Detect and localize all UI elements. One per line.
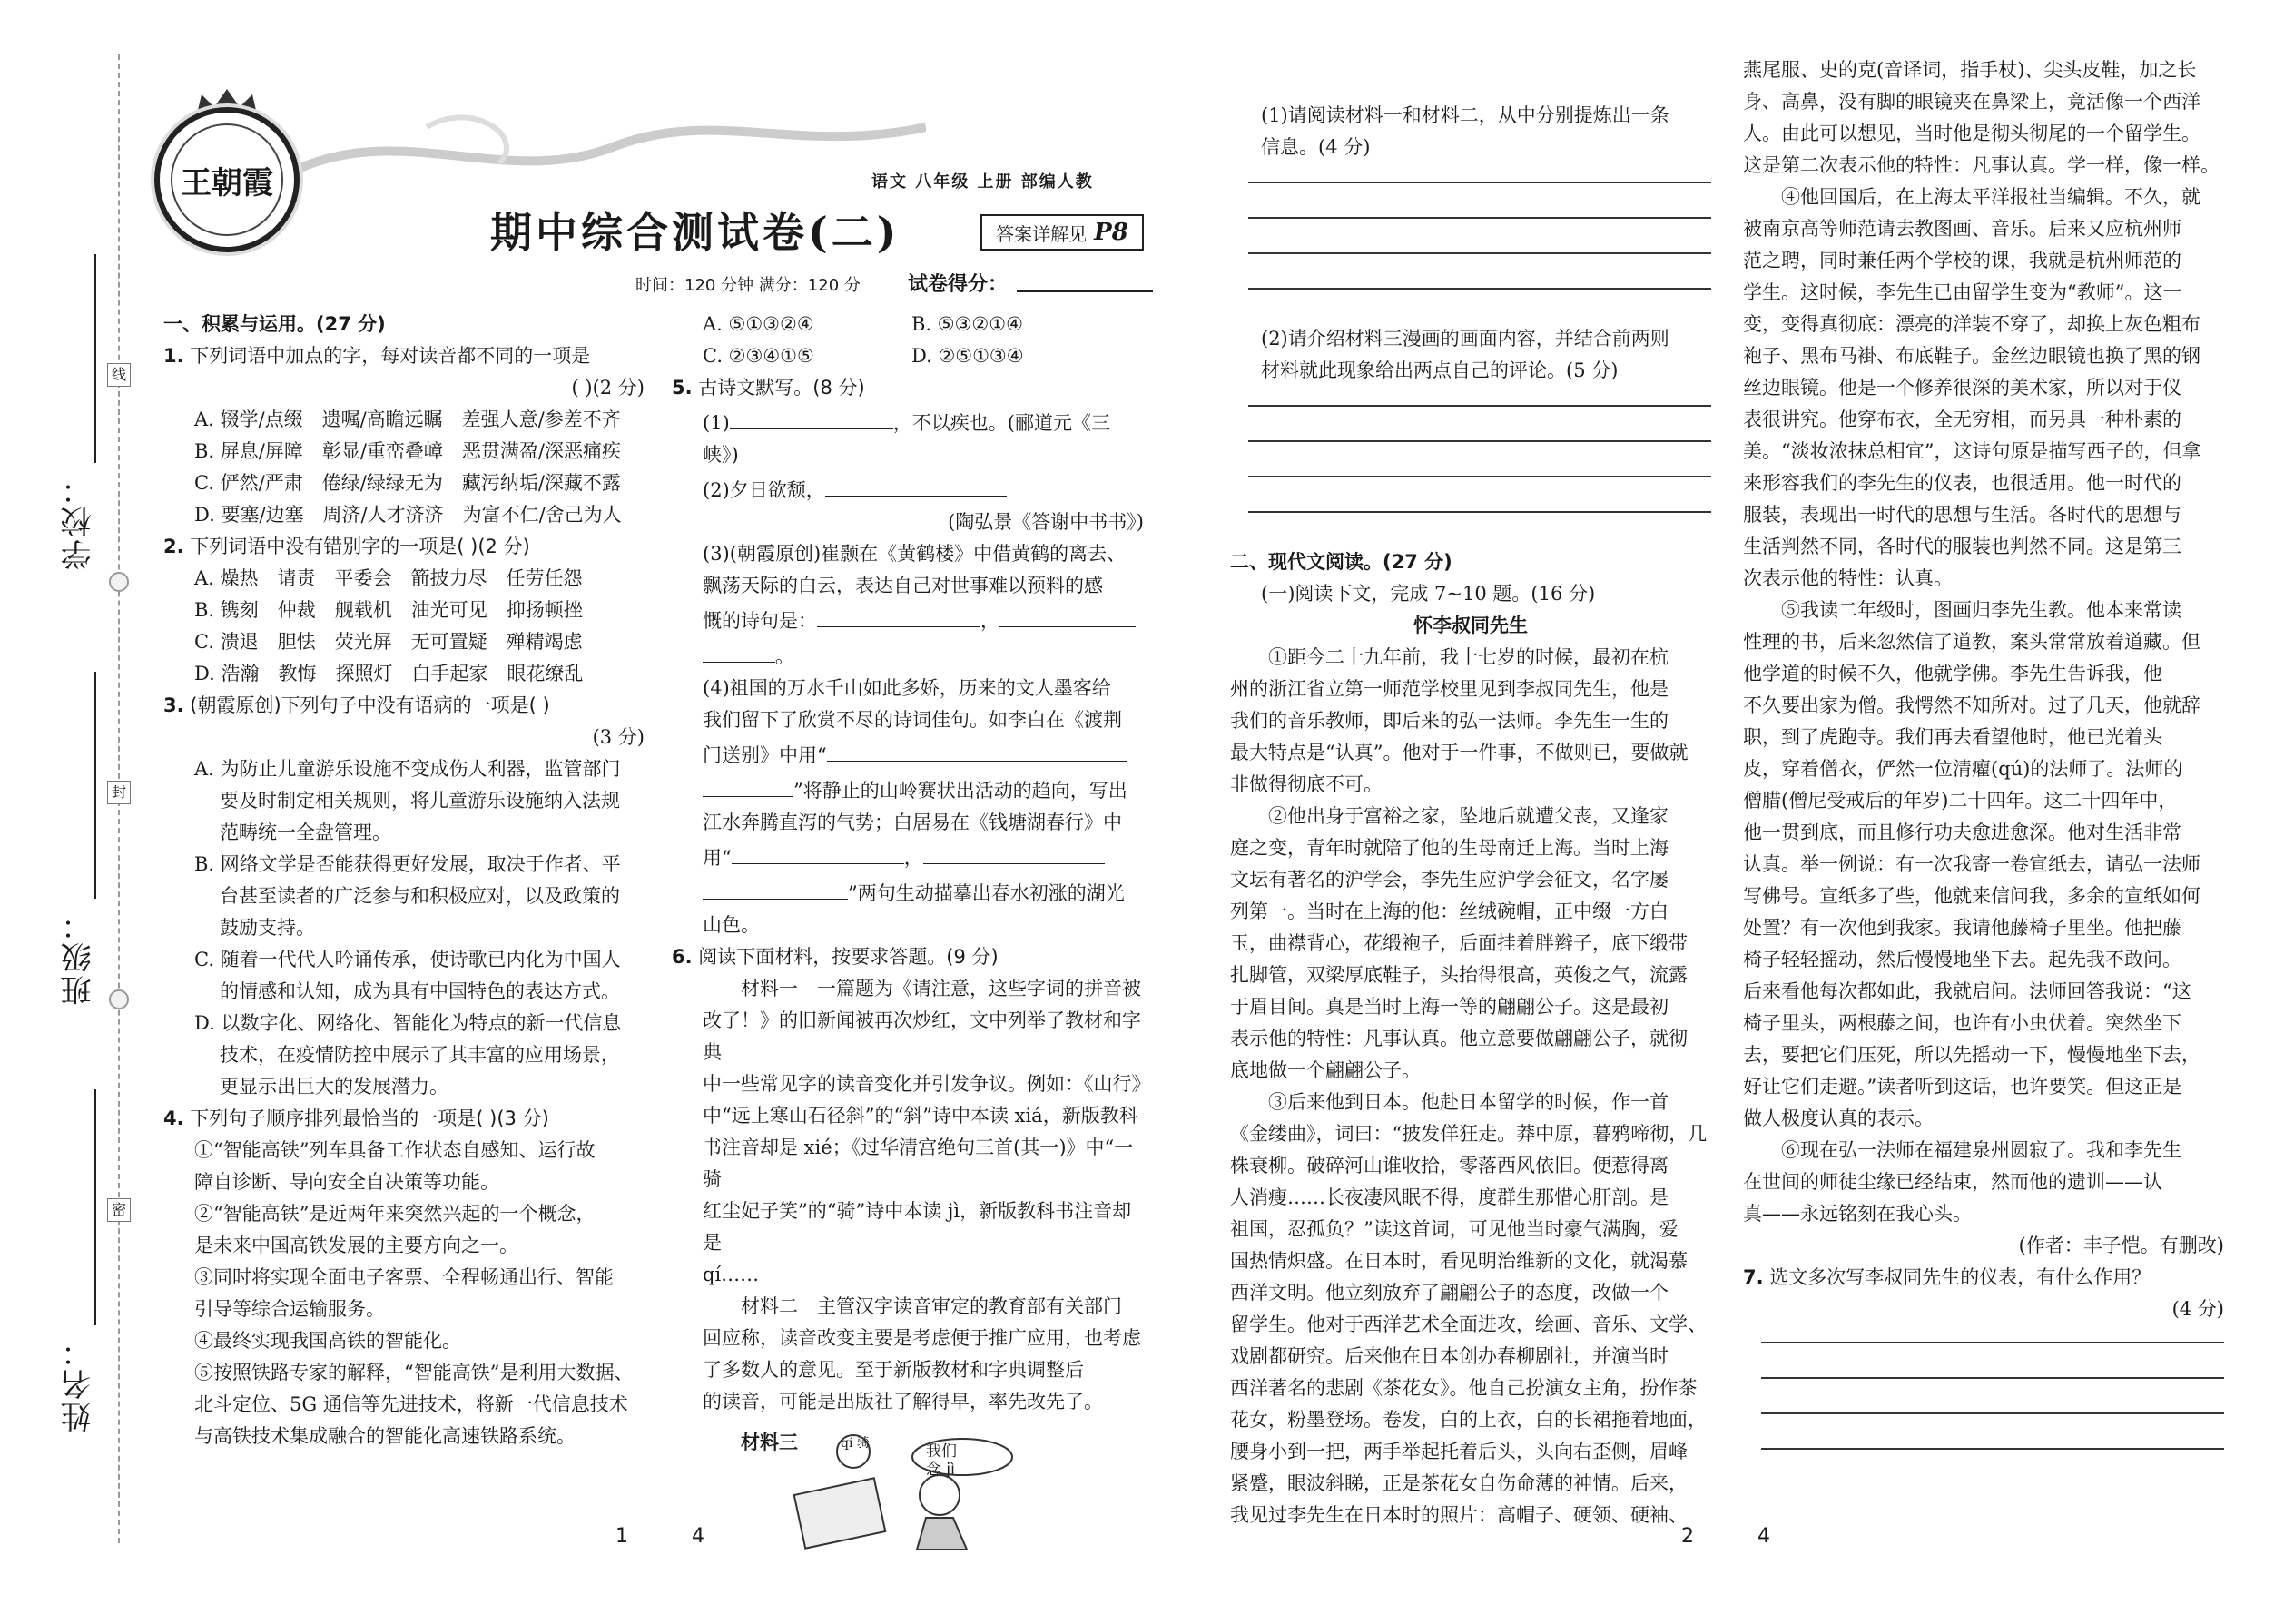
blank-prefix: (2)夕日欲颓， [703, 479, 825, 501]
class-label: 班级： [61, 908, 97, 1006]
article-line: 皮，穿着僧衣，俨然一位清癯(qú)的法师了。法师的 [1743, 758, 2183, 780]
sub-section: (一)阅读下文，完成 7~10 题。(16 分) [1261, 583, 1596, 605]
option[interactable]: C. ②③④①⑤ [703, 345, 814, 367]
section-heading: 二、现代文阅读。(27 分) [1230, 551, 1452, 573]
option[interactable]: C. 随着一代代人吟诵传承，使诗歌已内化为中国人 [194, 949, 621, 970]
article-line: ①距今二十九年前，我十七岁的时候，最初在杭 [1268, 646, 1669, 668]
question-text: 下列词语中没有错别字的一项是( )(2 分) [190, 536, 530, 557]
time-info: 时间：120 分钟 满分：120 分 [635, 276, 861, 295]
article-line: 好让它们走避。”读者听到这话，也许要笑。但这正是 [1743, 1076, 2182, 1097]
class-field [56, 908, 102, 1006]
question-text: 下列词语中加点的字，每对读音都不同的一项是 [190, 345, 591, 367]
page-number: 4 [1757, 1525, 1770, 1548]
prompt-line: 江水奔腾直泻的气势；白居易在《钱塘湖春行》中 [703, 812, 1122, 833]
question-number: 1. [163, 345, 184, 367]
ribbon-decoration [290, 100, 926, 200]
article-line: 写佛号。宣纸多了些，他就来信问我，多余的宣纸如何 [1743, 885, 2200, 907]
answer-blank[interactable] [825, 471, 1007, 497]
option[interactable]: B. 屏息/屏障 彰显/重峦叠嶂 恶贯满盈/深恶痛疾 [194, 440, 622, 462]
page-number: 4 [692, 1525, 704, 1548]
article-line: 表示他的特性：凡事认真。他立意要做翩翩公子，就彻 [1230, 1028, 1688, 1049]
article-line: 这是第二次表示他的特性：凡事认真。学一样，像一样。 [1743, 154, 2220, 176]
prompt-line: (3)(朝霞原创)崔颢在《黄鹤楼》中借黄鹤的离去、 [703, 543, 1127, 565]
article-line: 人消瘦……长夜凄风眠不得，度群生那惜心肝剖。是 [1230, 1186, 1669, 1208]
question-stem [672, 372, 1144, 404]
sentence-item: ⑤按照铁路专家的解释，“智能高铁”是利用大数据、 [194, 1362, 634, 1383]
question-text: 阅读下面材料，按要求答题。(9 分) [698, 946, 999, 968]
seal-dot [109, 989, 129, 1009]
article-line: 次表示他的特性：认真。 [1743, 567, 1953, 589]
article-line: 变，变得真彻底：漂亮的洋装不穿了，却换上灰色粗布 [1743, 313, 2200, 335]
material-line: 改了！》的旧新闻被再次炒红，文中列举了教材和字典 [703, 1009, 1141, 1063]
article-line: 于眉目间。真是当时上海一等的翩翩公子。这是最初 [1230, 996, 1669, 1018]
sentence-item: 引导等综合运输服务。 [194, 1298, 385, 1320]
school-label: 学校： [61, 472, 97, 570]
sentence-item: ②“智能高铁”是近两年来突然兴起的一个概念， [194, 1203, 596, 1225]
name-field [56, 1334, 102, 1432]
question-text: 古诗文默写。(8 分) [698, 377, 865, 399]
option-cont: 的情感和认知，成为具有中国特色的表达方式。 [220, 980, 620, 1002]
question-number: 3. [163, 694, 184, 716]
answer-line[interactable] [1248, 288, 1711, 290]
answer-line[interactable] [1761, 1377, 2224, 1379]
prompt-line: 山色。 [703, 914, 760, 936]
option-cont: 范畴统一全盘管理。 [220, 822, 391, 843]
article-line: 性理的书，后来忽然信了道教，案头常常放着道藏。但 [1743, 631, 2200, 653]
answer-line[interactable] [1248, 405, 1711, 407]
option-cont: 要及时制定相关规则，将儿童游乐设施纳入法规 [220, 790, 620, 812]
article-line: 认真。举一例说：有一次我寄一卷宣纸去，请弘一法师 [1743, 853, 2200, 875]
answer-blank[interactable] [732, 839, 904, 864]
answer-ref-prefix: 答案详解见 [996, 222, 1088, 245]
prompt-line: (4)祖国的万水千山如此多娇，历来的文人墨客给 [703, 677, 1111, 699]
material-line: 中“远上寒山石径斜”的“斜”诗中本读 xiá，新版教科 [703, 1105, 1138, 1127]
article-line: 文坛有著名的沪学会，李先生应沪学会征文，名字屡 [1230, 869, 1669, 891]
answer-lines [1230, 405, 1711, 513]
article-line: ③后来他到日本。他赴日本留学的时候，作一首 [1268, 1091, 1669, 1113]
school-field [56, 472, 102, 570]
article-line: 紧蹙，眼波斜睇，正是茶花女自伤命薄的神情。后来， [1230, 1472, 1688, 1494]
answer-reference [980, 214, 1144, 251]
article-line: 表很讲究。他穿布衣，全无穷相，而另具一种朴素的 [1743, 408, 2181, 430]
answer-line[interactable] [1761, 1448, 2224, 1450]
prompt-line: 我们留下了欣赏不尽的诗词佳句。如李白在《渡荆 [703, 709, 1122, 731]
article-line: 戏剧都研究。后来他在日本创办春柳剧社，并演当时 [1230, 1345, 1669, 1367]
question-text: 选文多次写李叔同先生的仪表，有什么作用？ [1769, 1266, 2151, 1288]
article-line: 生活判然不同，各时代的服装也判然不同。这是第三 [1743, 536, 2181, 557]
question-text: (朝霞原创)下列句子中没有语病的一项是( ) [190, 694, 550, 716]
question-number: 2. [163, 536, 184, 557]
option[interactable]: D. 浩瀚 教悔 探照灯 白手起家 眼花缭乱 [194, 663, 584, 684]
option[interactable]: A. ⑤①③②④ [703, 313, 814, 335]
sub-question: 信息。(4 分) [1261, 136, 1371, 158]
article-line: 椅子里头，两根藤之间，也许有小虫伏着。突然坐下 [1743, 1012, 2181, 1034]
article-line: 燕尾服、史的克(音译词，指手杖)、尖头皮鞋，加之长 [1743, 59, 2197, 81]
page-title: 期中综合测试卷(二) [490, 208, 901, 257]
option[interactable]: A. 燥热 请责 平委会 箭披力尽 任劳任怨 [194, 567, 583, 589]
question-score: (3 分) [592, 726, 645, 748]
answer-blank[interactable] [923, 839, 1105, 864]
article-line: 花女，粉墨登场。卷发，白的上衣，白的长裙拖着地面， [1230, 1409, 1707, 1431]
answer-lines [1230, 182, 1711, 290]
prompt-line: 慨的诗句是： [703, 610, 817, 632]
article-line: 人。由此可以想见，当时他是彻头彻尾的一个留学生。 [1743, 123, 2200, 144]
question-stem [672, 941, 1144, 973]
prompt-line: ”两句生动描摹出春水初涨的湖光 [848, 882, 1125, 904]
option[interactable]: B. ⑤③②①④ [911, 313, 1023, 335]
poem-source: (陶弘景《答谢中书书》) [948, 511, 1144, 533]
option-cont: 鼓励支持。 [220, 917, 315, 939]
option[interactable]: B. 网络文学是否能获得更好发展，取决于作者、平 [194, 853, 621, 875]
column-1 [163, 309, 645, 1452]
option[interactable]: B. 镌刻 仲裁 舰载机 油光可见 抑扬顿挫 [194, 599, 583, 621]
answer-blank[interactable] [703, 874, 848, 900]
article-line: 留学生。他对于西洋艺术全面进攻，绘画、音乐、文学、 [1230, 1314, 1707, 1335]
cartoon-figure [790, 1432, 971, 1550]
page-number: 1 [615, 1525, 628, 1548]
article-line: 他学道的时候不久，他就学佛。李先生告诉我，他 [1743, 663, 2162, 684]
material-line: 书注音却是 xié；《过华清宫绝句三首(其一)》中“一骑 [703, 1137, 1134, 1190]
question-stem [163, 340, 645, 372]
answer-blank[interactable] [703, 772, 793, 797]
article-line: ④他回国后，在上海太平洋报社当编辑。不久，就 [1781, 186, 2200, 208]
article-line: 《金缕曲》，词曰：“披发佯狂走。莽中原，暮鸦啼彻，几 [1230, 1123, 1708, 1145]
material-line: 材料二 主管汉字读音审定的教育部有关部门 [741, 1295, 1122, 1317]
cartoon-speech: 我们念 jì [926, 1442, 957, 1479]
cartoon-image [790, 1432, 1026, 1550]
question-number: 7. [1743, 1266, 1764, 1288]
answer-blank[interactable] [730, 404, 893, 429]
sentence-item: 障自诊断、导向安全自决策等功能。 [194, 1171, 499, 1193]
seal-dot [109, 572, 129, 592]
article-line: 列第一。当时在上海的他：丝绒碗帽，正中缀一方白 [1230, 901, 1669, 922]
prompt-line: ”将静止的山岭赛状出活动的趋向，写出 [793, 780, 1127, 802]
answer-line[interactable] [1248, 476, 1711, 477]
question-stem [163, 531, 645, 563]
sentence-item: ③同时将实现全面电子客票、全程畅通出行、智能 [194, 1266, 614, 1288]
option[interactable]: C. 俨然/严肃 倦绿/绿绿无为 藏污纳垢/深藏不露 [194, 472, 621, 494]
question-score: ( )(2 分) [571, 377, 645, 399]
answer-line[interactable] [1761, 1342, 2224, 1343]
article-line: ⑥现在弘一法师在福建泉州圆寂了。我和李先生 [1781, 1139, 2181, 1161]
name-label: 姓名： [61, 1334, 97, 1432]
material-line: 红尘妃子笑”的“骑”诗中本读 jì，新版教科书注音却是 [703, 1200, 1132, 1254]
page-number: 2 [1681, 1525, 1694, 1548]
article-line: ②他出身于富裕之家，坠地后就遭父丧，又逢家 [1268, 805, 1669, 827]
option-cont: 技术，在疫情防控中展示了其丰富的应用场景， [220, 1044, 620, 1066]
material-label: 材料三 [741, 1432, 798, 1453]
material-line: 了多数人的意见。至于新版教材和字典调整后 [703, 1359, 1084, 1381]
column-2: A. ⑤①③②④ B. ⑤③②①④ C. ②③④①⑤ D. ②⑤①③④ 5. 古诗文默写。(8 分) (1) ，不以疾也。(郦道元《三峡》) (2)夕日欲颓， (陶弘景《答谢中书书》) (3)(朝霞原创)崔颢在《黄鹤楼》中借黄鹤的离去、 飘荡天际的白云，表达自己对世事难以预料的感 慨的诗句是： ， 。 (4)祖国的万水千山如此多娇，历来的文人墨客给 我们留下了欣赏不尽的诗词佳句。如李白在《渡荆 门送别》中用“ ”将静止的山岭赛状出活动的趋向，写出 江水奔腾直泻的气势；白居易在《钱塘湖春行》中 用“ ， ”两句生动描摹出春水初涨的湖光 山色。 6. 阅读下面材料，按要求答题。(9 分) 材料一 一篇题为《请注意，这些字词的拼音被 改了！》的旧新闻被再次炒红，文中列举了教材和字典 中一些常见字的读音变化并引发争议。例如：《山行》 中“远上寒山石径斜”的“斜”诗中本读 xiá，新版教科 书注音却是 xié；《过华清宫绝句三首(其一)》中“一骑 红尘妃子笑”的“骑”诗中本读 jì，新版教科书注音却是 qí…… 材料二 主管汉字读音审定的教育部有关部门 回应称，读音改变主要是考虑便于推广应用，也考虑 了多数人的意见。至于新版教材和字典调整后 的读音，可能是出版社了解得早，率先改先了。 材料三 qí 骑 我们念 jì [672, 309, 1144, 1550]
option[interactable]: D. 以数字化、网络化、智能化为特点的新一代信息 [194, 1012, 622, 1034]
article-line: 去，要把它们压死，所以先摇动一下，慢慢地坐下去， [1743, 1044, 2200, 1066]
material-line: 中一些常见字的读音变化并引发争议。例如：《山行》 [703, 1073, 1151, 1095]
question-score: (4 分) [2171, 1298, 2224, 1320]
article-line: 来形容我们的李先生的仪表，也很适用。他一时代的 [1743, 472, 2181, 494]
column-4 [1743, 54, 2224, 1483]
article-line: 西洋文明。他立刻放弃了翩翩公子的态度，改做一个 [1230, 1282, 1669, 1304]
material-line: qí…… [703, 1264, 760, 1285]
answer-line[interactable] [1761, 1412, 2224, 1414]
q4-options [672, 309, 1144, 372]
question-number: 4. [163, 1107, 184, 1129]
answer-line[interactable] [1248, 217, 1711, 219]
article-line: 株衰柳。破碎河山谁收拾，零落西风依旧。便惹得离 [1230, 1155, 1669, 1176]
prompt-line: 用“ [703, 847, 732, 869]
material-line: 材料一 一篇题为《请注意，这些字词的拼音被 [741, 978, 1141, 999]
article-line: 扎脚管，双梁厚底鞋子，头抬得很高，英俊之气，流露 [1230, 964, 1688, 986]
article-line: 丝边眼镜。他是一个修养很深的美术家，所以对于仪 [1743, 377, 2181, 399]
column-3 [1230, 100, 1711, 1531]
seal-char: 密 [107, 1198, 131, 1222]
sentence-item: ④最终实现我国高铁的智能化。 [194, 1330, 461, 1352]
logo [154, 107, 300, 252]
article-source: (作者：丰子恺。有删改) [2018, 1235, 2224, 1256]
article-line: 西洋著名的悲剧《茶花女》。他自己扮演女主角，扮作茶 [1230, 1377, 1698, 1399]
score-input-line[interactable] [1017, 290, 1153, 292]
article-line: 祖国，忍孤负？”读这首词，可见他当时豪气满胸，爱 [1230, 1218, 1679, 1240]
article-line: 真——永远铭刻在我心头。 [1743, 1203, 1972, 1225]
article-line: 后来看他每次都如此，我就启问。法师回答我说：“这 [1743, 980, 2191, 1002]
article-line: 州的浙江省立第一师范学校里见到李叔同先生，他是 [1230, 678, 1669, 700]
prompt-line: 飘荡天际的白云，表达自己对世事难以预料的感 [703, 575, 1103, 596]
material-line: 回应称，读音改变主要是考虑便于推广应用，也考虑 [703, 1327, 1141, 1349]
article-line: 庭之变，青年时就陪了他的生母南迁上海。当时上海 [1230, 837, 1669, 859]
article-line: 服装，表现出一时代的思想与生活。各时代的思想与 [1743, 504, 2181, 526]
answer-line[interactable] [1248, 182, 1711, 183]
option-cont: 更显示出巨大的发展潜力。 [220, 1076, 448, 1097]
option-cont: 台甚至读者的广泛参与和积极应对，以及政策的 [220, 885, 620, 907]
article-line: 腰身小到一把，两手举起托着后头，头向右歪侧，眉峰 [1230, 1441, 1688, 1462]
article-line: 椅子轻轻摇动，然后慢慢地坐下去。起先我不敢问。 [1743, 949, 2181, 970]
answer-line[interactable] [1248, 511, 1711, 513]
name-input-line[interactable] [94, 1089, 96, 1325]
blank-prefix: (1) [703, 412, 730, 434]
answer-blank[interactable] [817, 602, 980, 627]
article-line: 国热情炽盛。在日本时，看见明治维新的文化，就渴慕 [1230, 1250, 1688, 1272]
article-line: 非做得彻底不可。 [1230, 773, 1383, 795]
prompt-line: 门送别》中用“ [703, 744, 827, 766]
article-line: 他一贯到底，而且修行功夫愈进愈深。他对生活非常 [1743, 822, 2181, 843]
article-line: 职，到了虎跑寺。我们再去看望他时，他已光着头 [1743, 726, 2162, 748]
article-line: 不久要出家为僧。我愕然不知所对。过了几天，他就辞 [1743, 694, 2200, 716]
article-line: 做人极度认真的表示。 [1743, 1107, 1934, 1129]
sentence-item: 北斗定位、5G 通信等先进技术，将新一代信息技术 [194, 1393, 628, 1415]
article-line: 被南京高等师范请去教图画、音乐。后来又应杭州师 [1743, 218, 2181, 240]
sub-question: (1)请阅读材料一和材料二，从中分别提炼出一条 [1261, 104, 1669, 126]
option[interactable]: D. ②⑤①③④ [911, 345, 1024, 367]
option[interactable]: C. 溃退 胆怯 荧光屏 无可置疑 殚精竭虑 [194, 631, 583, 653]
article-line: 在世间的师徒尘缘已经结束，然而他的遗训——认 [1743, 1171, 2162, 1193]
question-number: 6. [672, 946, 693, 968]
seal-char: 线 [107, 363, 131, 387]
sub-question: 材料就此现象给出两点自己的评论。(5 分) [1261, 359, 1619, 381]
question-number: 5. [672, 377, 693, 399]
article-line: 我见过李先生在日本时的照片：高帽子、硬领、硬袖、 [1230, 1504, 1688, 1526]
answer-lines [1743, 1342, 2224, 1450]
sentence-item: ①“智能高铁”列车具备工作状态自感知、运行故 [194, 1139, 596, 1161]
question-stem [1743, 1262, 2224, 1294]
material-line: 的读音，可能是出版社了解得早，率先改先了。 [703, 1391, 1103, 1412]
punct: 。 [775, 645, 794, 667]
answer-blank[interactable] [999, 602, 1136, 627]
article-line: 身、高鼻，没有脚的眼镜夹在鼻梁上，竟活像一个西洋 [1743, 91, 2200, 113]
sentence-item: 是未来中国高铁发展的主要方向之一。 [194, 1235, 518, 1256]
article-line: ⑤我读二年级时，图画归李先生教。他本来常读 [1781, 599, 2181, 621]
article-line: 我们的音乐教师，即后来的弘一法师。李先生一生的 [1230, 710, 1669, 732]
seal-char: 封 [107, 781, 131, 804]
blank-suffix: ，不以疾也。(郦道元《三峡》) [703, 412, 1110, 466]
score-label: 试卷得分： [908, 273, 1009, 296]
answer-line[interactable] [1248, 252, 1711, 254]
section-heading: 一、积累与运用。(27 分) [163, 313, 386, 335]
article-title: 怀李叔同先生 [1413, 615, 1528, 636]
logo-text: 王朝霞 [171, 123, 283, 236]
article-line: 美。“淡妆浓抹总相宜”，这诗句原是描写西子的，但拿 [1743, 440, 2201, 462]
article-line: 范之聘，同时兼任两个学校的课，我就是杭州师范的 [1743, 250, 2181, 271]
option[interactable]: A. 为防止儿童游乐设施不变成伤人利器，监管部门 [194, 758, 621, 780]
option[interactable]: A. 辍学/点缀 遗嘱/高瞻远瞩 差强人意/参差不齐 [194, 408, 621, 430]
answer-blank[interactable] [703, 637, 775, 663]
answer-blank[interactable] [827, 736, 1127, 762]
article-line: 袍子、黑布马褂、布底鞋子。金丝边眼镜也换了黑的钢 [1743, 345, 2200, 367]
article-line: 最大特点是“认真”。他对于一件事，不做则已，要做就 [1230, 742, 1689, 763]
cartoon-book-label: qí 骑 [841, 1436, 870, 1451]
option[interactable]: D. 要塞/边塞 周济/人才济济 为富不仁/舍己为人 [194, 504, 622, 526]
question-stem [163, 690, 645, 722]
article-line: 僧腊(僧尼受戒后的年岁)二十四年。这二十四年中， [1743, 790, 2178, 812]
question-stem [163, 1103, 645, 1135]
question-text: 下列句子顺序排列最恰当的一项是( )(3 分) [190, 1107, 549, 1129]
article-line: 底地做一个翩翩公子。 [1230, 1059, 1421, 1081]
subject-tag: 语文 八年级 上册 部编人教 [871, 172, 1094, 192]
article-line: 学生。这时候，李先生已由留学生变为“教师”。这一 [1743, 281, 2182, 303]
answer-ref-page: P8 [1094, 219, 1128, 246]
article-line: 玉，曲襟背心，花缎袍子，后面挂着胖辫子，底下缎带 [1230, 932, 1688, 954]
school-input-line[interactable] [94, 254, 96, 463]
answer-line[interactable] [1248, 440, 1711, 442]
article-line: 处置？有一次他到我家。我请他藤椅子里坐。他把藤 [1743, 917, 2181, 939]
class-input-line[interactable] [94, 672, 96, 899]
sub-question: (2)请介绍材料三漫画的画面内容，并结合前两则 [1261, 328, 1669, 349]
sentence-item: 与高铁技术集成融合的智能化高速铁路系统。 [194, 1425, 576, 1447]
